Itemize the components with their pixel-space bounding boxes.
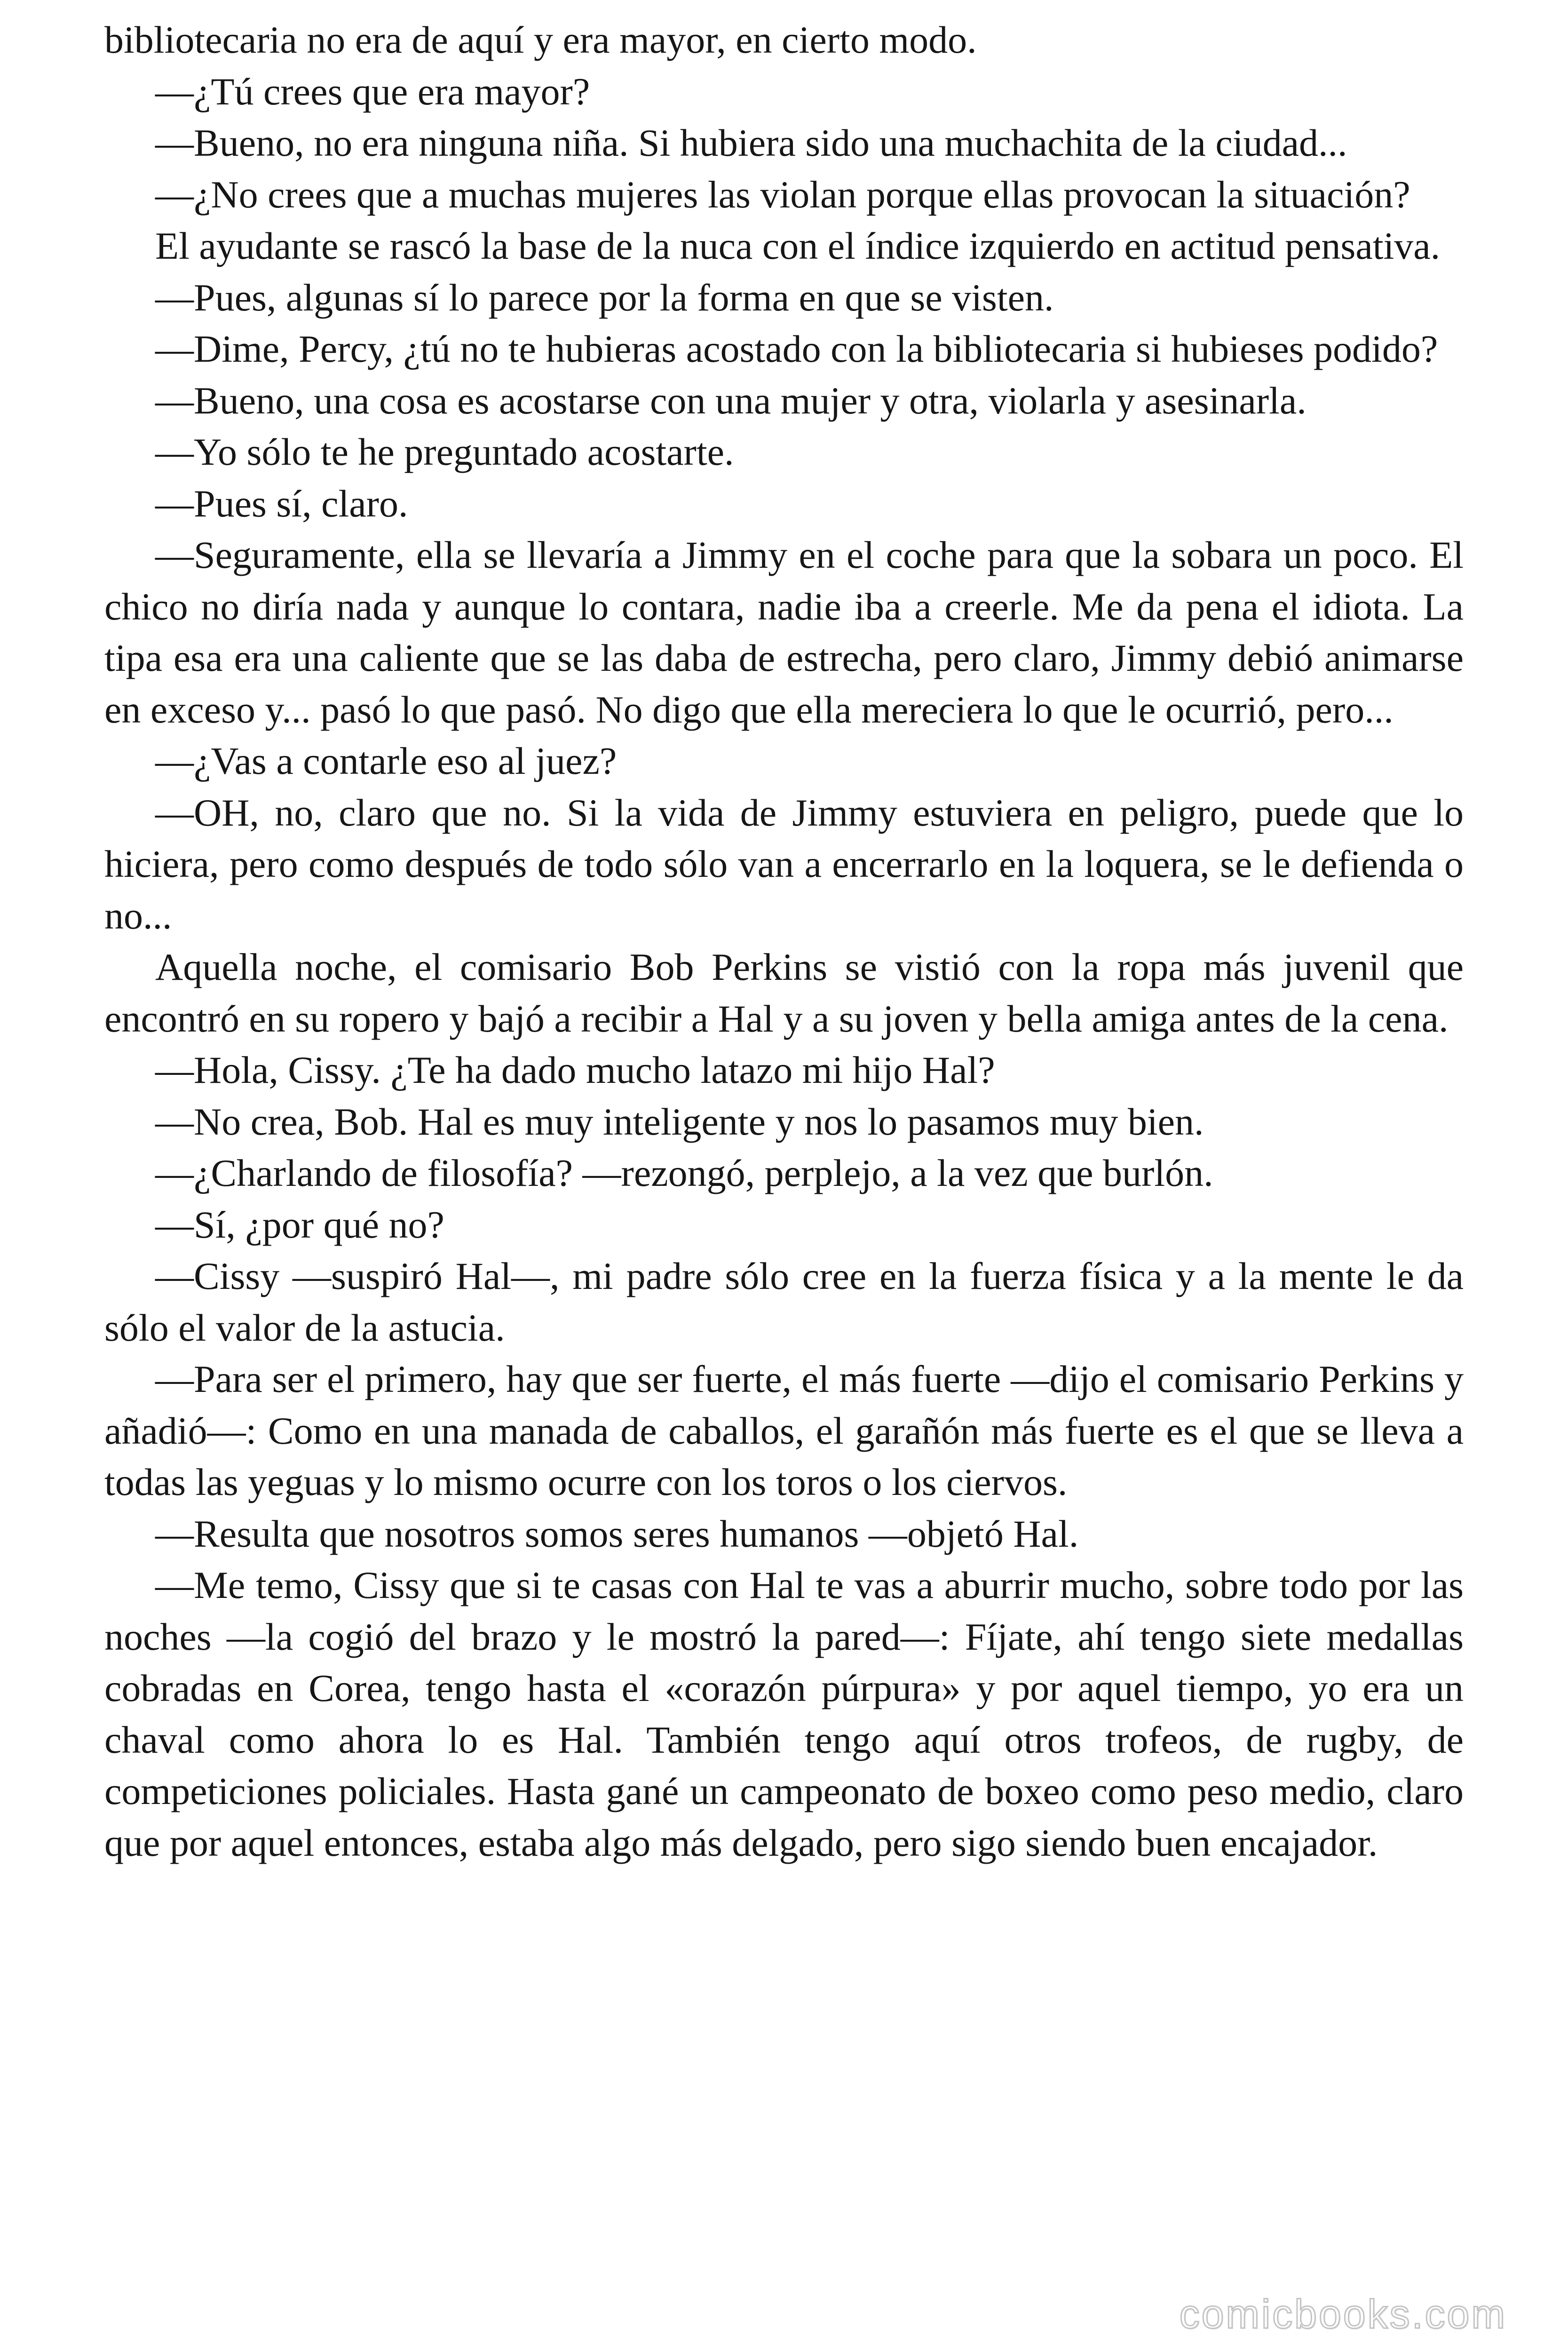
paragraph: —No crea, Bob. Hal es muy inteligente y nos lo pasamos muy bien. [155, 1100, 1204, 1143]
watermark-logo: comicbooks.com [1179, 2292, 1507, 2337]
paragraph: —¿Charlando de filosofía? —rezongó, perplejo, a la vez que burlón. [155, 1152, 1213, 1194]
paragraph: —Sí, ¿por qué no? [155, 1203, 444, 1246]
paragraph: —Pues, algunas sí lo parece por la forma en que se visten. [155, 276, 1054, 319]
paragraph: —Dime, Percy, ¿tú no te hubieras acostado con la bibliotecaria si hubieses podido? [155, 327, 1438, 370]
paragraph: —Bueno, no era ninguna niña. Si hubiera sido una muchachita de la ciudad... [155, 121, 1347, 164]
paragraph: El ayudante se rascó la base de la nuca con el índice izquierdo en actitud pensativa. [155, 224, 1441, 267]
page-text [104, 14, 1464, 1868]
paragraph: —Seguramente, ella se llevaría a Jimmy en el coche para que la sobara un poco. El chico no diría nada y aunque lo contara, nadie iba a creerle. Me da pena el idiota. La tipa esa era una caliente que se las daba de estrecha, pero claro, Jimmy debió animarse en exceso y... pasó lo que pasó. No digo que ella mereciera lo que le ocurrió, pero... [104, 533, 1464, 731]
paragraph: Aquella noche, el comisario Bob Perkins se vistió con la ropa más juvenil que encontró en su ropero y bajó a recibir a Hal y a su joven y bella amiga antes de la cena. [104, 946, 1464, 1040]
paragraph: —Bueno, una cosa es acostarse con una mujer y otra, violarla y asesinarla. [155, 379, 1307, 422]
paragraph: —Pues sí, claro. [155, 482, 408, 525]
paragraph: —¿No crees que a muchas mujeres las violan porque ellas provocan la situación? [155, 173, 1410, 216]
paragraph: bibliotecaria no era de aquí y era mayor, en cierto modo. [104, 18, 977, 61]
paragraph: —Cissy —suspiró Hal—, mi padre sólo cree en la fuerza física y a la mente le da sólo el valor de la astucia. [104, 1255, 1464, 1349]
paragraph: —¿Tú crees que era mayor? [155, 70, 590, 113]
paragraph: —Yo sólo te he preguntado acostarte. [155, 430, 734, 473]
paragraph: —Para ser el primero, hay que ser fuerte, el más fuerte —dijo el comisario Perkins y añadió—: Como en una manada de caballos, el garañón más fuerte es el que se lleva a todas las yeguas y lo mismo ocurre con los toros o los ciervos. [104, 1358, 1464, 1503]
paragraph: —Me temo, Cissy que si te casas con Hal te vas a aburrir mucho, sobre todo por las noches —la cogió del brazo y le mostró la pared—: Fíjate, ahí tengo siete medallas cobradas en Corea, tengo hasta el «corazón púrpura» y por aquel tiempo, yo era un chaval como ahora lo es Hal. También tengo aquí otros trofeos, de rugby, de competiciones policiales. Hasta gané un campeonato de boxeo como peso medio, claro que por aquel entonces, estaba algo más delgado, pero sigo siendo buen encajador. [104, 1564, 1464, 1864]
paragraph: —OH, no, claro que no. Si la vida de Jimmy estuviera en peligro, puede que lo hiciera, pero como después de todo sólo van a encerrarlo en la loquera, se le defienda o no... [104, 791, 1464, 937]
paragraph: —Resulta que nosotros somos seres humanos —objetó Hal. [155, 1512, 1079, 1555]
paragraph: —¿Vas a contarle eso al juez? [155, 739, 617, 782]
paragraph: —Hola, Cissy. ¿Te ha dado mucho latazo mi hijo Hal? [155, 1049, 995, 1091]
